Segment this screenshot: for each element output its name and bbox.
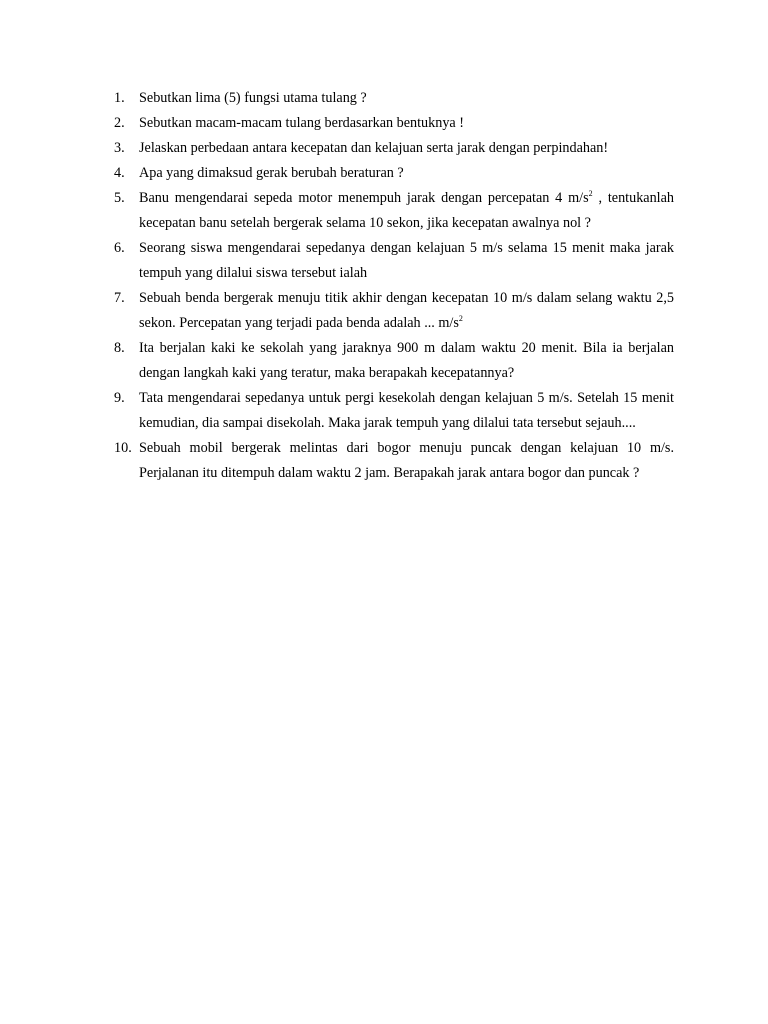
question-text-part: , tentukanlah kecepatan banu setelah bergerak selama 10 sekon, jika kecepatan awalnya nol ?	[139, 190, 675, 231]
question-text: Ita berjalan kaki ke sekolah yang jaraknya 900 m dalam waktu 20 menit. Bila ia berjalan dengan langkah kaki yang teratur, maka berapakah kecepatannya?	[139, 340, 674, 381]
question-item-3	[114, 136, 674, 161]
question-number: 7.	[114, 290, 125, 306]
question-item-9	[114, 386, 674, 436]
question-text: Jelaskan perbedaan antara kecepatan dan kelajuan serta jarak dengan perpindahan!	[139, 140, 609, 156]
question-text-part: Banu mengendarai sepeda motor menempuh jarak dengan percepatan 4 m/s	[139, 190, 589, 206]
question-number: 1.	[114, 90, 125, 106]
superscript: 2	[458, 314, 463, 323]
question-text-part: Sebuah benda bergerak menuju titik akhir dengan kecepatan 10 m/s dalam selang waktu 2,5 sekon. Percepatan yang terjadi pada benda adalah ... m/s	[139, 290, 674, 331]
question-item-6	[114, 236, 674, 286]
question-number: 3.	[114, 140, 125, 156]
question-text: Sebutkan lima (5) fungsi utama tulang ?	[139, 90, 367, 106]
question-text: Sebuah mobil bergerak melintas dari bogor menuju puncak dengan kelajuan 10 m/s. Perjalanan itu ditempuh dalam waktu 2 jam. Berapakah jarak antara bogor dan puncak ?	[139, 440, 674, 481]
question-number: 4.	[114, 165, 125, 181]
question-number: 6.	[114, 240, 125, 256]
question-text: Apa yang dimaksud gerak berubah beraturan ?	[139, 165, 404, 181]
question-item-4	[114, 161, 674, 186]
question-item-2	[114, 111, 674, 136]
superscript: 2	[588, 189, 593, 198]
question-item-8	[114, 336, 674, 386]
question-item-5	[114, 186, 674, 236]
question-item-7	[114, 286, 674, 336]
question-text	[139, 286, 674, 336]
question-text: Seorang siswa mengendarai sepedanya dengan kelajuan 5 m/s selama 15 menit maka jarak tempuh yang dilalui siswa tersebut ialah	[139, 240, 674, 281]
question-number: 5.	[114, 190, 125, 206]
question-text: Tata mengendarai sepedanya untuk pergi kesekolah dengan kelajuan 5 m/s. Setelah 15 menit kemudian, dia sampai disekolah. Maka jarak tempuh yang dilalui tata tersebut sejauh....	[139, 390, 674, 431]
question-number: 10.	[114, 440, 132, 456]
question-item-1	[114, 86, 674, 111]
question-number: 9.	[114, 390, 125, 406]
question-number: 2.	[114, 115, 125, 131]
question-text	[139, 186, 674, 236]
question-list	[114, 86, 674, 486]
question-number: 8.	[114, 340, 125, 356]
question-text: Sebutkan macam-macam tulang berdasarkan bentuknya !	[139, 115, 465, 131]
question-item-10	[114, 436, 674, 486]
